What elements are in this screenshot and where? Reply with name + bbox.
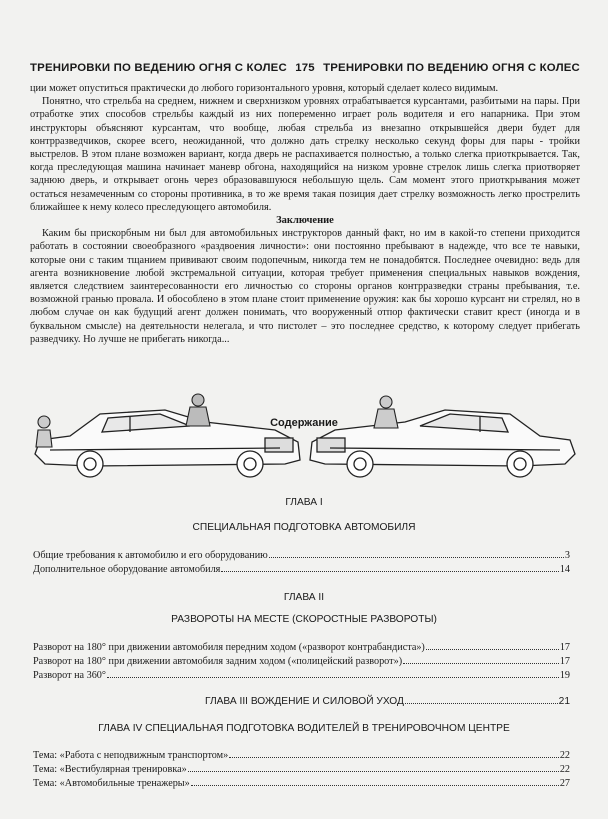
toc-entry[interactable]	[33, 564, 570, 575]
toc-entry-text: Разворот на 360°	[33, 670, 106, 681]
toc-entry[interactable]	[33, 642, 570, 653]
conclusion-heading: Заключение	[276, 215, 334, 227]
chapter-2-title: РАЗВОРОТЫ НА МЕСТЕ (СКОРОСТНЫЕ РАЗВОРОТЫ)	[171, 614, 437, 625]
header-right: ТРЕНИРОВКИ ПО ВЕДЕНИЮ ОГНЯ С КОЛЕС	[323, 62, 580, 74]
toc-entry-text: Общие требования к автомобилю и его оборудованию	[33, 550, 268, 561]
toc-chapter-3[interactable]	[205, 696, 570, 707]
page-number: 175	[295, 62, 315, 74]
paragraph: ции может опуститься практически до любого горизонтального уровня, который сделает колесо видимым.	[30, 83, 499, 94]
toc-entry[interactable]	[33, 750, 570, 761]
toc-entry-page: 3	[564, 550, 570, 561]
toc-entry-text: Тема: «Автомобильные тренажеры»	[33, 778, 190, 789]
header-left: ТРЕНИРОВКИ ПО ВЕДЕНИЮ ОГНЯ С КОЛЕС	[30, 62, 287, 74]
toc-entry-page: 21	[558, 696, 570, 707]
running-header	[30, 62, 580, 74]
chapter-2-label: ГЛАВА II	[283, 592, 325, 603]
toc-entry-text: Разворот на 180° при движении автомобиля задним ходом («полицейский разворот»)	[33, 656, 403, 667]
toc-entry-text: Тема: «Работа с неподвижным транспортом»	[33, 750, 229, 761]
chapter-1-title: СПЕЦИАЛЬНАЯ ПОДГОТОВКА АВТОМОБИЛЯ	[192, 522, 416, 533]
toc-entry-page: 14	[559, 564, 570, 575]
body-text	[30, 82, 580, 346]
toc-entry-text: ГЛАВА III ВОЖДЕНИЕ И СИЛОВОЙ УХОД	[205, 696, 404, 707]
paragraph: Понятно, что стрельба на среднем, нижнем и сверхнизком уровнях отрабатывается курсантами, разбитыми на пары. При отработке этих способов стрельбы каждый из них попеременно играет роль водителя и его напарника. При этом инструкторы объясняют курсантам, что вообще, любая стрельба из внезапно открывшейся двери будет для контрразведчиков, скорее всего, неожиданной, что должно дать стрелку несколько секунд форы для пары - тройки выстрелов. В этом плане возможен вариант, когда дверь не распахивается полностью, а только слегка приоткрывается. Так, когда преследующая машина начинает маневр обгона, находящийся на низком уровне стрелок лишь слегка приотворяет заднюю дверь, и открывает огонь через образовавшуюся небольшую щель. Сам момент этого приоткрывания может остаться незамеченным со стороны противника, в то же время такая позиция дает стрелку возможность легко прострелить ближайшее к нему колесо преследующего автомобиля.	[30, 96, 580, 213]
toc-title: Содержание	[270, 417, 338, 429]
toc-entry[interactable]	[33, 778, 570, 789]
toc-entry[interactable]	[33, 670, 570, 681]
toc-entry-page: 22	[559, 750, 570, 761]
toc-entry-text: Тема: «Вестибулярная тренировка»	[33, 764, 187, 775]
toc-entry[interactable]	[33, 764, 570, 775]
toc-entry-page: 27	[559, 778, 570, 789]
toc-entry-page: 17	[559, 642, 570, 653]
toc-entry-page: 19	[559, 670, 570, 681]
chapter-4-title: ГЛАВА IV СПЕЦИАЛЬНАЯ ПОДГОТОВКА ВОДИТЕЛЕЙ В ТРЕНИРОВОЧНОМ ЦЕНТРЕ	[98, 723, 510, 734]
toc-entry-page: 17	[559, 656, 570, 667]
chapter-1-label: ГЛАВА I	[285, 497, 323, 508]
conclusion-paragraph: Каким бы прискорбным ни был для автомобильных инструкторов данный факт, но им в какой-то степени приходится работать в состоянии своеобразного «раздвоения личности»: они постоянно пребывают в надежде, что все те навыки, которые они с таким тщанием прививают своим подопечным, никогда тем не понадобятся. Последнее очевидно: ведь для агента возникновение любой экстремальной ситуации, которая требует применения специальных навыков вождения, является следствием заинтересованности его личностью со стороны органов контрразведки страны пребывания, т.е. возможной гранью провала. И обособлено в этом плане стоит применение оружия: как бы хорошо курсант ни стрелял, но в любом случае он как будущий агент должен понимать, что вооруженный отпор фактически ставит крест (иногда и в буквальном смысле) на деятельности нелегала, и что пистолет – это последнее средство, к которому следует прибегать разведчику. Но лучше не прибегать никогда...	[30, 228, 580, 345]
toc-entry[interactable]	[33, 656, 570, 667]
toc-entry-page: 22	[559, 764, 570, 775]
toc-entry-text: Дополнительное оборудование автомобиля	[33, 564, 221, 575]
toc-entry[interactable]	[33, 550, 570, 561]
toc-entry-text: Разворот на 180° при движении автомобиля передним ходом («разворот контрабандиста»)	[33, 642, 425, 653]
cars-illustration	[30, 392, 580, 492]
